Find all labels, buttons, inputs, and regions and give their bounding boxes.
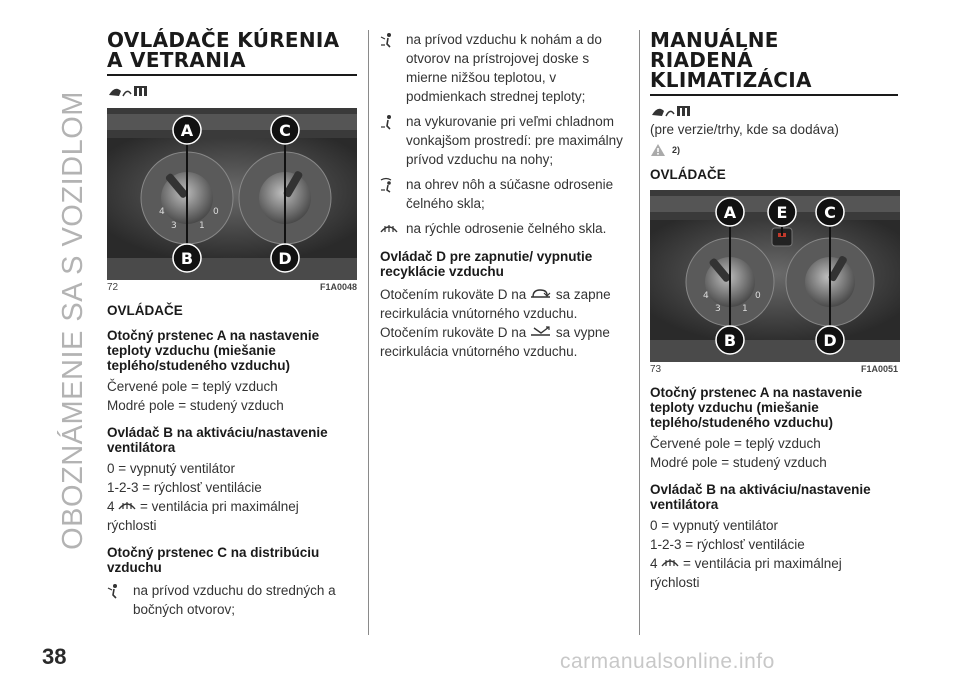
figure-caption: 73 F1A0051	[650, 364, 898, 375]
dial-tick-0: 0	[213, 207, 219, 217]
ac-panel-image	[650, 190, 900, 362]
controls-heading: OVLÁDAČE	[650, 167, 726, 182]
chapter-side-title: OBOZNÁMENIE SA S VOZIDLOM	[56, 90, 89, 550]
dial-tick-4: 4	[703, 291, 709, 301]
feet-icon	[380, 32, 396, 48]
item-c-title: Otočný prstenec C na distribúciu vzduchu	[107, 545, 320, 575]
figure-72	[107, 108, 357, 293]
defrost-icon	[118, 499, 136, 511]
dial-tick-0: 0	[755, 291, 761, 301]
warning-reference: 2)	[650, 143, 898, 157]
dial-tick-4: 4	[159, 207, 165, 217]
recirculation-off-icon	[530, 325, 552, 337]
column-manual-ac	[650, 30, 898, 592]
label-b: B	[723, 331, 737, 350]
item-b-line-3: 4 = ventilácia pri maximálnej	[107, 499, 299, 514]
dial-tick-3: 3	[715, 304, 721, 314]
defrost-icon	[661, 556, 679, 568]
item-a-line-1: Červené pole = teplý vzduch	[650, 436, 821, 451]
distribution-item-feet: na vykurovanie pri veľmi chladnom vonkajšom prostredí: pre maximálny prívod vzduchu na nohy;	[380, 112, 632, 169]
dial-tick-1: 1	[742, 304, 748, 314]
version-badge-icon	[650, 102, 898, 120]
item-b-title: Ovládač B na aktiváciu/nastavenie ventilátora	[107, 425, 328, 455]
version-badge-icon	[107, 82, 357, 100]
label-c: C	[824, 203, 836, 222]
section-title-ac: MANUÁLNE RIADENÁ KLIMATIZÁCIA	[650, 30, 898, 96]
item-d-line-2: recirkulácia vnútorného vzduchu.	[380, 306, 578, 321]
item-d-line-1: Otočením rukoväte D na sa zapne	[380, 287, 611, 302]
defrost-icon	[380, 222, 398, 234]
distribution-item-feet-defrost: na ohrev nôh a súčasne odrosenie čelného skla;	[380, 175, 632, 213]
recirculation-on-icon	[530, 287, 552, 299]
column-distribution	[380, 30, 632, 361]
item-d-line-3: Otočením rukoväte D na sa vypne	[380, 325, 610, 340]
label-a: A	[723, 203, 737, 222]
column-heating-ventilation	[107, 30, 357, 619]
item-b-line-2: 1-2-3 = rýchlosť ventilácie	[650, 537, 805, 552]
item-b-title: Ovládač B na aktiváciu/nastavenie ventilátora	[650, 482, 871, 512]
label-d: D	[278, 249, 292, 268]
warning-icon	[650, 143, 666, 157]
item-a-line-1: Červené pole = teplý vzduch	[107, 379, 278, 394]
figure-caption: 72 F1A0048	[107, 282, 357, 293]
item-a-line-2: Modré pole = studený vzduch	[650, 455, 827, 470]
item-b-line-1: 0 = vypnutý ventilátor	[650, 518, 778, 533]
column-divider-1	[368, 30, 369, 635]
label-d: D	[823, 331, 837, 350]
item-a-line-2: Modré pole = studený vzduch	[107, 398, 284, 413]
label-a: A	[180, 121, 194, 140]
label-e: E	[776, 203, 788, 222]
distribution-item-face: na prívod vzduchu do stredných a bočných otvorov;	[107, 581, 357, 619]
label-b: B	[180, 249, 194, 268]
column-divider-2	[639, 30, 640, 635]
item-b-line-4: rýchlosti	[650, 575, 700, 590]
label-c: C	[279, 121, 291, 140]
figure-73	[650, 190, 898, 375]
heater-panel-image	[107, 108, 357, 280]
item-b-line-2: 1-2-3 = rýchlosť ventilácie	[107, 480, 262, 495]
item-d-line-4: recirkulácia vnútorného vzduchu.	[380, 344, 578, 359]
item-b-line-4: rýchlosti	[107, 518, 157, 533]
face-vent-icon	[107, 583, 121, 599]
dial-tick-3: 3	[171, 221, 177, 231]
availability-note: (pre verzie/trhy, kde sa dodáva)	[650, 122, 839, 137]
section-title-heating: OVLÁDAČE KÚRENIA A VETRANIA	[107, 30, 357, 76]
dial-tick-1: 1	[199, 221, 205, 231]
item-b-line-1: 0 = vypnutý ventilátor	[107, 461, 235, 476]
page-number: 38	[42, 644, 67, 669]
item-d-title: Ovládač D pre zapnutie/ vypnutie recyklácie vzduchu	[380, 249, 593, 279]
distribution-item-feet-vent: na prívod vzduchu k nohám a do otvorov na prístrojovej doske s mierne nižšou teplotou, v podmienkach strednej teploty;	[380, 30, 632, 106]
controls-heading: OVLÁDAČE	[107, 303, 183, 318]
item-a-title: Otočný prstenec A na nastavenie teploty vzduchu (miešanie teplého/studeného vzduchu)	[650, 385, 863, 430]
item-b-line-3: 4 = ventilácia pri maximálnej	[650, 556, 842, 571]
distribution-item-defrost: na rýchle odrosenie čelného skla.	[380, 219, 632, 239]
feet-only-icon	[380, 114, 396, 130]
watermark: carmanualsonline.info	[560, 650, 775, 673]
feet-defrost-icon	[380, 177, 396, 193]
item-a-title: Otočný prstenec A na nastavenie teploty vzduchu (miešanie teplého/studeného vzduchu)	[107, 328, 320, 373]
